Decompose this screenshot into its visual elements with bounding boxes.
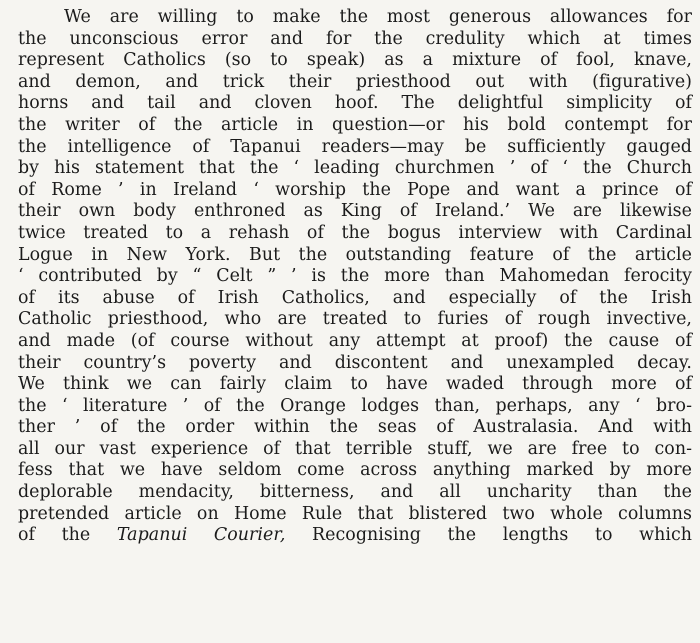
text-line-23: deplorable mendacity, bitterness, and all uncharity than the [18, 482, 692, 503]
line-start-text: of the [18, 525, 117, 546]
newspaper-title: Tapanui Courier, [116, 525, 286, 546]
text-line-4: and demon, and trick their priesthood out with (figurative) [18, 71, 692, 92]
text-line-7: the intelligence of Tapanui readers—may be sufficiently gauged [18, 136, 692, 157]
text-line-14: of its abuse of Irish Catholics, and especially of the Irish [18, 287, 692, 308]
text-line-17: their country’s poverty and discontent and unexampled decay. [18, 352, 692, 373]
text-line-8: by his statement that the ‘ leading churchmen ’ of ‘ the Church [18, 158, 692, 179]
text-line-1: We are willing to make the most generous allowances for [64, 7, 692, 27]
text-line-9: of Rome ’ in Ireland ‘ worship the Pope and want a prince of [18, 179, 692, 200]
text-line-11: twice treated to a rehash of the bogus interview with Cardinal [18, 222, 692, 243]
text-line-6: the writer of the article in question—or his bold contempt for [18, 114, 692, 135]
text-line-21: all our vast experience of that terrible stuff, we are free to con- [18, 438, 692, 459]
text-line-20: ther ’ of the order within the seas of Australasia. And with [18, 417, 692, 438]
editorial-paragraph [18, 7, 692, 547]
text-line-24: pretended article on Home Rule that blistered two whole columns [18, 503, 692, 524]
text-line-10: their own body enthroned as King of Ireland.’ We are likewise [18, 201, 692, 222]
line-end-text: Recognising the lengths to which [285, 525, 693, 546]
text-line-2: the unconscious error and for the credulity which at times [18, 28, 692, 49]
text-line-25 [18, 525, 692, 547]
text-line-15: Catholic priesthood, who are treated to furies of rough invective, [18, 309, 692, 330]
text-line-16: and made (of course without any attempt at proof) the cause of [18, 330, 692, 351]
text-line-3: represent Catholics (so to speak) as a mixture of fool, knave, [18, 50, 692, 71]
text-line-12: Logue in New York. But the outstanding feature of the article [18, 244, 692, 265]
text-line-18: We think we can fairly claim to have waded through more of [18, 374, 692, 395]
text-line-22: fess that we have seldom come across anything marked by more [18, 460, 692, 481]
text-line-13: ‘ contributed by “ Celt ” ’ is the more than Mahomedan ferocity [18, 266, 692, 287]
text-line-5: horns and tail and cloven hoof. The delightful simplicity of [18, 93, 692, 114]
text-line-19: the ‘ literature ’ of the Orange lodges than, perhaps, any ‘ bro- [18, 395, 692, 416]
